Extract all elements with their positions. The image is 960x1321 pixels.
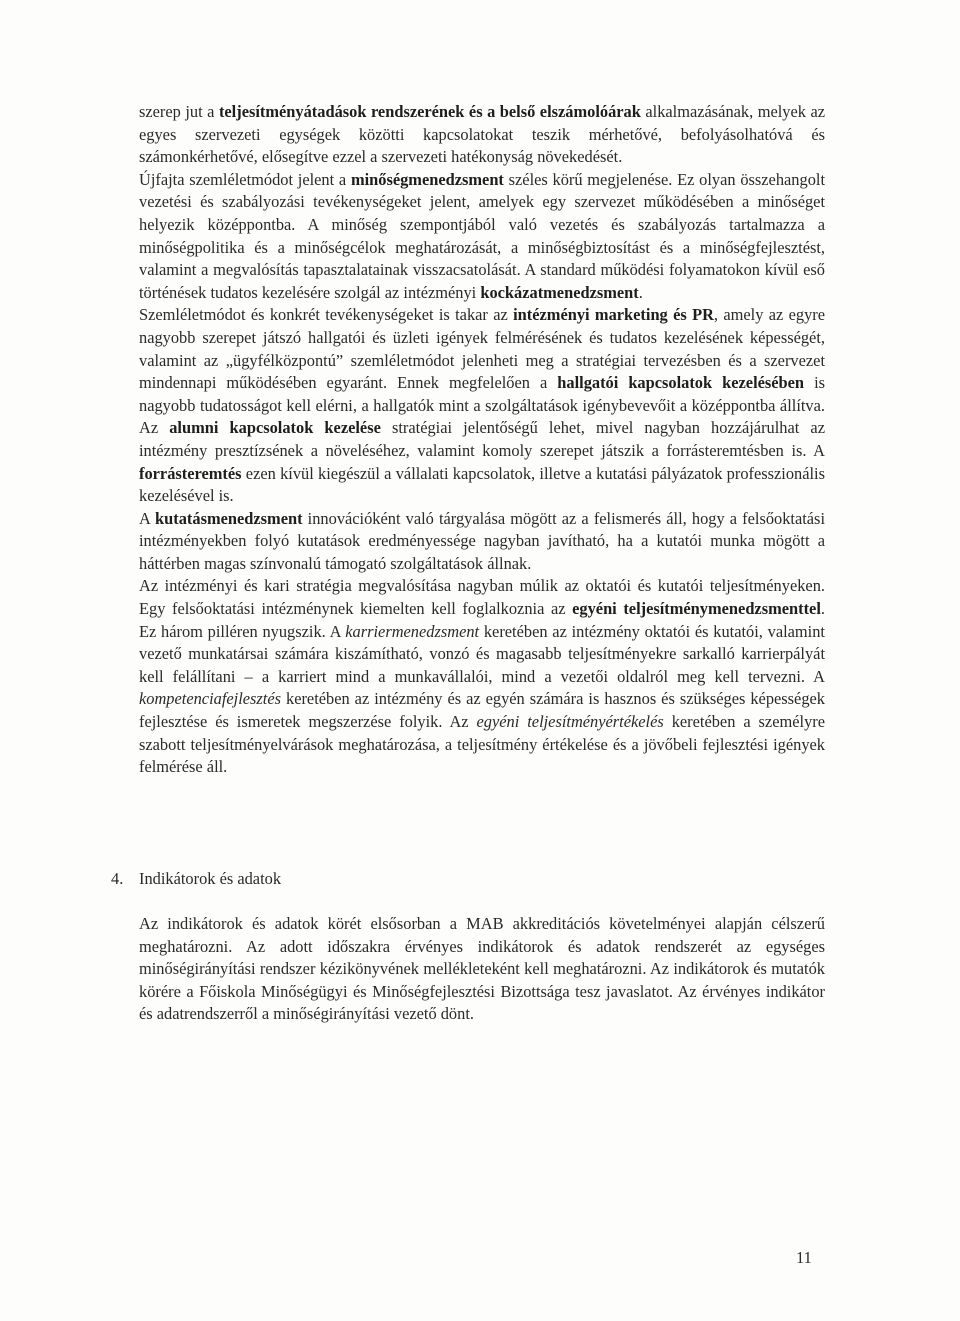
italic-term: kompetenciafejlesztés <box>139 689 282 709</box>
section-number: 4. <box>111 869 124 888</box>
bold-term: alumni kapcsolatok kezelése <box>169 418 381 438</box>
bold-term: forrásteremtés <box>139 463 242 483</box>
page-number: 11 <box>796 1248 812 1267</box>
text-run: Az intézményi és kari stratégia megvalósítása nagyban múlik az oktatói és kutatói teljesítményeken. Egy felsőoktatási intézménynek kiemelten kell foglalkoznia az <box>139 576 825 619</box>
paragraph <box>139 575 825 778</box>
bold-term: intézményi marketing és PR <box>513 305 714 325</box>
text-run: szerep jut a <box>139 102 219 121</box>
text-run: keretében az intézmény és az egyén számára is hasznos és szükséges képességek fejlesztése és ismeretek megszerzése folyik. Az <box>139 689 825 732</box>
bold-term: egyéni teljesítménymenedzsmenttel <box>572 599 821 619</box>
section-heading <box>111 868 281 891</box>
paragraph <box>139 508 825 576</box>
bold-term: minőségmenedzsment <box>350 169 504 189</box>
text-run: keretében az intézmény oktatói és kutatói, valamint vezető munkatársai számára kiszámítható, vonzó és magasabb teljesítményekre sarkalló karrierpályát kell felállítani – a karriert mind a munkavállalói, mind a vezetői oldalról meg kell tervezni. A <box>139 621 825 686</box>
text-run: is nagyobb tudatosságot kell elérni, a hallgatók mint a szolgáltatások igénybevevőit a középpontba állítva. Az <box>139 373 826 438</box>
text-run: innovációként való tárgyalása mögött az a felismerés áll, hogy a felsőoktatási intézményekben folyó kutatások eredményessége nagyban javítható, ha a kutatói munka mögött a háttérben magas színvonalú támogató szolgáltatások állnak. <box>139 508 825 573</box>
bold-term: kutatásmenedzsment <box>155 508 303 528</box>
paragraph <box>139 101 825 169</box>
text-run: ezen kívül kiegészül a vállalati kapcsolatok, illetve a kutatási pályázatok professzionális kezelésével is. <box>139 463 825 506</box>
bold-term: kockázatmenedzsment <box>480 282 639 302</box>
text-run: széles körű megjelenése. Ez olyan összehangolt vezetési és szabályozási tevékenységeket jelent, amelyek egy szervezet működésében a minőséget helyezik középpontba. A minőség szempontjából való vezetés és szabályozás tartalmazza a minőségpolitika és a minőségcélok meghatározását, a minőségbiztosítást és a minőségfejlesztést, valamint a megvalósítás tapasztalatainak visszacsatolását. A standard működési folyamatokon kívül eső történések tudatos kezelésére szolgál az intézményi <box>139 169 826 302</box>
text-run: Újfajta szemléletmódot jelent a <box>139 169 351 189</box>
main-text <box>139 101 825 779</box>
text-run: . <box>638 282 643 302</box>
text-run: keretében a személyre szabott teljesítményelvárások meghatározása, a teljesítmény értékelése és a jövőbeli fejlesztési igények felmérése áll. <box>139 712 825 777</box>
text-run: A <box>139 508 156 528</box>
paragraph <box>139 304 825 507</box>
bold-term: hallgatói kapcsolatok kezelésében <box>557 373 805 393</box>
paragraph <box>139 169 825 305</box>
italic-term: egyéni teljesítményértékelés <box>476 712 664 732</box>
text-run: alkalmazásának, melyek az egyes szervezeti egységek közötti kapcsolatokat teszik mérhetővé, befolyásolhatóvá és számonkérhetővé, elősegítve ezzel a szervezeti hatékonyság növekedését. <box>139 102 825 167</box>
text-run: Szemléletmódot és konkrét tevékenységeket is takar az <box>139 305 514 325</box>
text-run: . Ez három pilléren nyugszik. A <box>139 599 825 641</box>
bold-term: teljesítményátadások rendszerének és a belső elszámolóárak <box>218 102 641 121</box>
italic-term: karriermenedzsment <box>345 621 480 641</box>
section-body: Az indikátorok és adatok körét elsősorban a MAB akkreditációs követelményei alapján célszerű meghatározni. Az adott időszakra érvényes indikátorok és adatok rendszerét az egységes minőségirányítási rendszer kézikönyvének mellékleteként kell meghatározni. Az indikátorok és mutatók körére a Főiskola Minőségügyi és Minőségfejlesztési Bizottsága tesz javaslatot. Az érvényes indikátor és adatrendszerről a minőségirányítási vezető dönt. <box>139 914 825 1024</box>
text-run: stratégiai jelentőségű lehet, mivel nagyban hozzájárulhat az intézmény presztízsének a növeléséhez, valamint komoly szerepet játszik a forrásteremtésben is. A <box>139 418 825 460</box>
section-title: Indikátorok és adatok <box>139 869 282 888</box>
text-run: , amely az egyre nagyobb szerepet játszó hallgatói és üzleti igények felmérésének és tudatos kezelésének képességét, valamint az „ügyfélközpontú” szemléletmódot jelenheti meg a stratégiai tervezésben és a szervezet mindennapi működésében egyaránt. Ennek megfelelően a <box>139 305 826 393</box>
